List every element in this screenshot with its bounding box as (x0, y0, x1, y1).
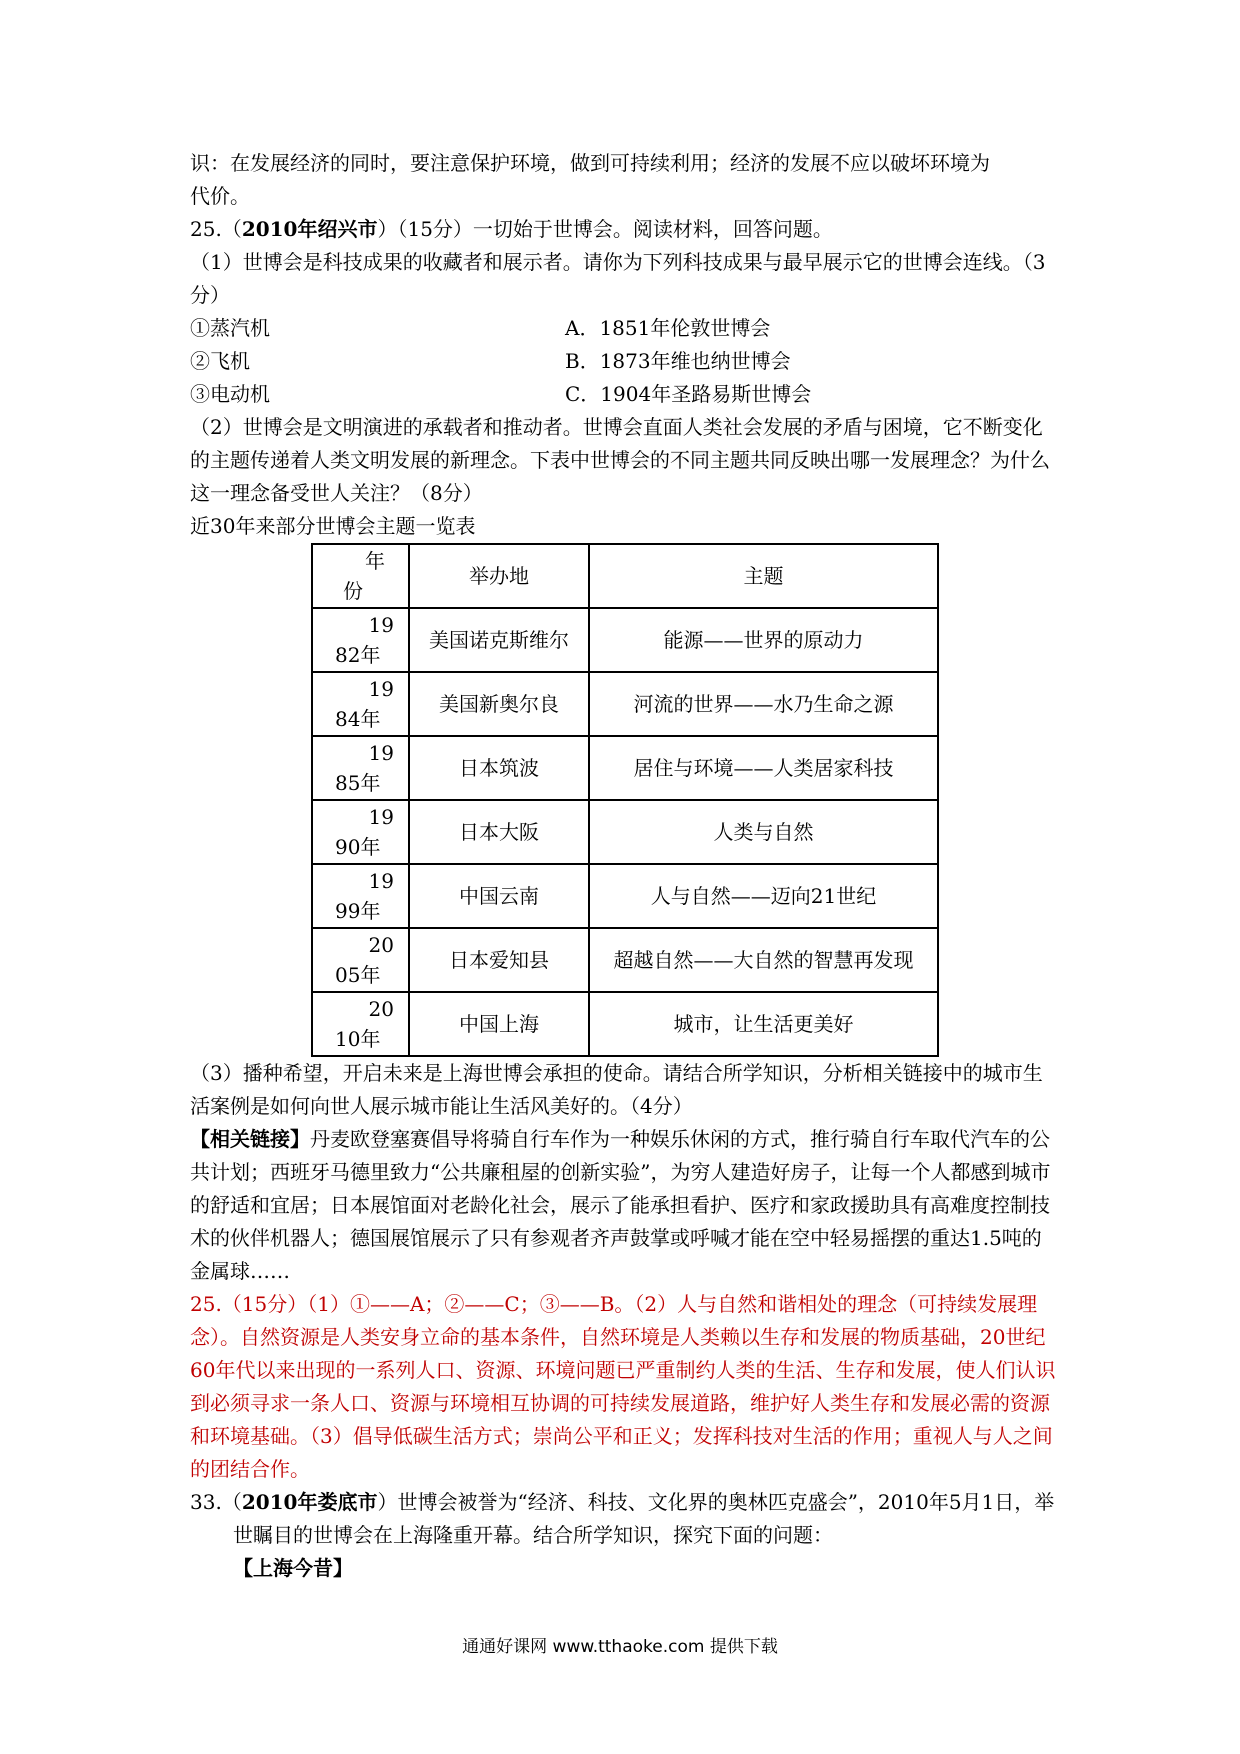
header-theme: 主题 (589, 544, 938, 608)
cell-theme: 城市，让生活更美好 (589, 992, 938, 1056)
table-caption: 近30年来部分世博会主题一览表 (190, 514, 476, 538)
related-link: 【相关链接】丹麦欧登塞赛倡导将骑自行车作为一种娱乐休闲的方式，推行骑自行车取代汽车的公共计划；西班牙马德里致力“公共廉租屋的创新实验”，为穷人建造好房子，让每一个人都感到城市的舒适和宜居；日本展馆面对老龄化社会，展示了能承担看护、医疗和家政援助具有高难度控制技术的伙伴机器人；德国展馆展示了只有参观者齐声鼓掌或呼喊才能在空中轻易摇摆的重达1.5吨的金属球…… (190, 1127, 1051, 1283)
header-place: 举办地 (409, 544, 589, 608)
table-row (312, 672, 938, 736)
table-header-row (312, 544, 938, 608)
cell-place: 美国诺克斯维尔 (409, 608, 589, 672)
cell-theme: 居住与环境——人类居家科技 (589, 736, 938, 800)
cell-place: 中国上海 (409, 992, 589, 1056)
cell-year: 19 99年 (312, 864, 409, 928)
cell-theme: 超越自然——大自然的智慧再发现 (589, 928, 938, 992)
answer-25: 25.（15分）（1）①——A；②——C；③——B。（2）人与自然和谐相处的理念（可持续发展理念）。自然资源是人类安身立命的基本条件，自然环境是人类赖以生存和发展的物质基础，20世纪60年代以来出现的一系列人口、资源、环境问题已严重制约人类的生活、生存和发展，使人们认识到必须寻求一条人口、资源与环境相互协调的可持续发展道路，维护好人类生存和发展必需的资源和环境基础。（3）倡导低碳生活方式；崇尚公平和正义；发挥科技对生活的作用；重视人与人之间的团结合作。 (190, 1292, 1056, 1481)
table-row (312, 800, 938, 864)
cell-place: 日本大阪 (409, 800, 589, 864)
cell-year: 19 84年 (312, 672, 409, 736)
option-expo: B．1873年维也纳世博会 (565, 349, 791, 373)
cell-year: 20 10年 (312, 992, 409, 1056)
option-invention: ①蒸汽机 (190, 316, 270, 340)
intro-line: 识：在发展经济的同时，要注意保护环境，做到可持续利用；经济的发展不应以破坏环境为 (190, 151, 990, 175)
table-row (312, 736, 938, 800)
table-row (312, 864, 938, 928)
question-25-stem: 25.（2010年绍兴市）（15分）一切始于世博会。阅读材料，回答问题。 (190, 217, 833, 241)
cell-place: 日本筑波 (409, 736, 589, 800)
cell-year: 19 85年 (312, 736, 409, 800)
matching-options (190, 312, 1060, 411)
cell-theme: 人类与自然 (589, 800, 938, 864)
cell-theme: 能源——世界的原动力 (589, 608, 938, 672)
option-expo: A．1851年伦敦世博会 (565, 316, 771, 340)
table-row (312, 928, 938, 992)
cell-place: 美国新奥尔良 (409, 672, 589, 736)
question-source: 2010年娄底市 (241, 1490, 378, 1514)
document-body (190, 147, 1060, 1585)
question-33-stem: 33.（2010年娄底市）世博会被誉为“经济、科技、文化界的奥林匹克盛会”，2010年5月1日，举世瞩目的世博会在上海隆重开幕。结合所学知识，探究下面的问题： (190, 1490, 1055, 1547)
question-source: 2010年绍兴市 (241, 217, 378, 241)
page-footer: 通通好课网 www.tthaoke.com 提供下载 (462, 1637, 778, 1657)
question-25-part1: （1）世博会是科技成果的收藏者和展示者。请你为下列科技成果与最早展示它的世博会连线。（3分） (190, 250, 1046, 307)
option-expo: C．1904年圣路易斯世博会 (565, 382, 812, 406)
cell-year: 20 05年 (312, 928, 409, 992)
table-row (312, 992, 938, 1056)
option-invention: ②飞机 (190, 349, 250, 373)
table-row (312, 608, 938, 672)
cell-year: 19 82年 (312, 608, 409, 672)
cell-place: 中国云南 (409, 864, 589, 928)
cell-theme: 人与自然——迈向21世纪 (589, 864, 938, 928)
section-heading: 【上海今昔】 (233, 1556, 353, 1580)
option-invention: ③电动机 (190, 382, 270, 406)
cell-year: 19 90年 (312, 800, 409, 864)
cell-theme: 河流的世界——水乃生命之源 (589, 672, 938, 736)
related-link-label: 【相关链接】 (190, 1127, 310, 1151)
cell-place: 日本爱知县 (409, 928, 589, 992)
question-25-part3: （3）播种希望，开启未来是上海世博会承担的使命。请结合所学知识，分析相关链接中的城市生活案例是如何向世人展示城市能让生活风美好的。（4分） (190, 1061, 1043, 1118)
question-25-part2: （2）世博会是文明演进的承载者和推动者。世博会直面人类社会发展的矛盾与困境，它不断变化的主题传递着人类文明发展的新理念。下表中世博会的不同主题共同反映出哪一发展理念？为什么这一理念备受世人关注？（8分） (190, 415, 1050, 505)
intro-line: 代价。 (190, 184, 250, 208)
header-year: 年 份 (312, 544, 409, 608)
expo-theme-table (311, 543, 939, 1057)
